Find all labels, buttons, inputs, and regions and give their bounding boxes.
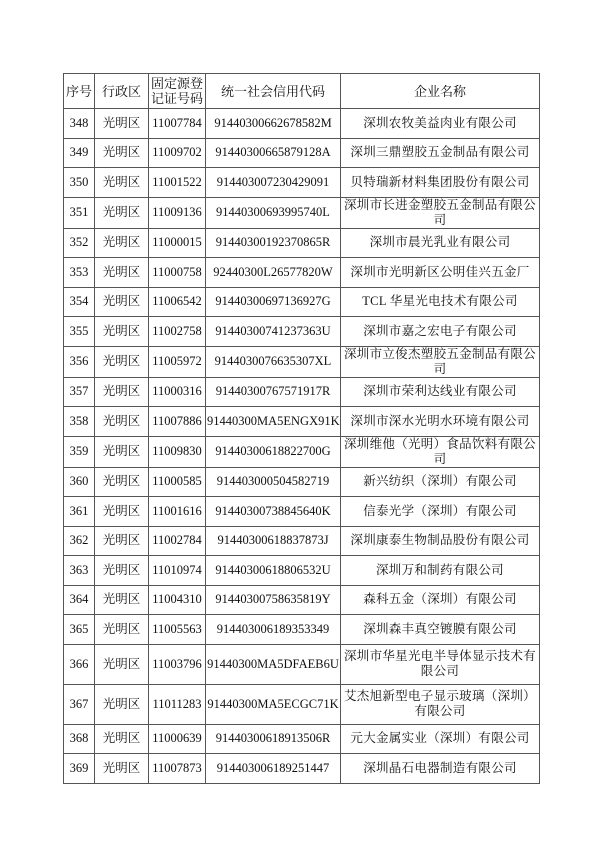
- cell-company-name: 信泰光学（深圳）有限公司: [341, 497, 540, 527]
- table-row: [64, 526, 540, 556]
- cell-registration-no: 11010974: [149, 556, 206, 586]
- cell-registration-no: 11001522: [149, 168, 206, 198]
- cell-district: 光明区: [95, 138, 149, 168]
- table-row: [64, 754, 540, 784]
- cell-company-name: TCL 华星光电技术有限公司: [341, 287, 540, 317]
- cell-serial-no: 349: [64, 138, 95, 168]
- table-row: [64, 615, 540, 645]
- cell-registration-no: 11004310: [149, 585, 206, 615]
- table-header-row: [64, 74, 540, 109]
- cell-district: 光明区: [95, 684, 149, 724]
- cell-registration-no: 11002784: [149, 526, 206, 556]
- cell-company-name: 深圳市光明新区公明佳兴五金厂: [341, 258, 540, 288]
- cell-serial-no: 365: [64, 615, 95, 645]
- cell-credit-code: 91440300192370865R: [206, 228, 341, 258]
- table-row: [64, 556, 540, 586]
- cell-company-name: 深圳康泰生物制品股份有限公司: [341, 526, 540, 556]
- cell-company-name: 深圳三鼎塑胶五金制品有限公司: [341, 138, 540, 168]
- cell-credit-code: 91440300767571917R: [206, 377, 341, 407]
- cell-company-name: 新兴纺织（深圳）有限公司: [341, 467, 540, 497]
- cell-registration-no: 11002758: [149, 317, 206, 347]
- cell-credit-code: 91440300741237363U: [206, 317, 341, 347]
- cell-company-name: 森科五金（深圳）有限公司: [341, 585, 540, 615]
- table-row: [64, 317, 540, 347]
- cell-company-name: 深圳维他（光明）食品饮料有限公司: [341, 436, 540, 467]
- cell-registration-no: 11009830: [149, 436, 206, 467]
- table-row: [64, 467, 540, 497]
- cell-serial-no: 364: [64, 585, 95, 615]
- cell-district: 光明区: [95, 228, 149, 258]
- cell-credit-code: 91440300618837873J: [206, 526, 341, 556]
- cell-credit-code: 91440300738845640K: [206, 497, 341, 527]
- cell-credit-code: 91440300758635819Y: [206, 585, 341, 615]
- cell-district: 光明区: [95, 377, 149, 407]
- cell-company-name: 深圳万和制药有限公司: [341, 556, 540, 586]
- cell-credit-code: 91440300665879128A: [206, 138, 341, 168]
- cell-serial-no: 358: [64, 407, 95, 437]
- cell-credit-code: 91440300MA5ECGC71K: [206, 684, 341, 724]
- cell-serial-no: 353: [64, 258, 95, 288]
- cell-serial-no: 361: [64, 497, 95, 527]
- cell-district: 光明区: [95, 287, 149, 317]
- cell-registration-no: 11005563: [149, 615, 206, 645]
- cell-company-name: 深圳市晨光乳业有限公司: [341, 228, 540, 258]
- cell-company-name: 艾杰旭新型电子显示玻璃（深圳）有限公司: [341, 684, 540, 724]
- cell-district: 光明区: [95, 644, 149, 684]
- header-district: 行政区: [95, 74, 149, 109]
- cell-credit-code: 91440300MA5DFAEB6U: [206, 644, 341, 684]
- cell-credit-code: 914403006189353349: [206, 615, 341, 645]
- cell-serial-no: 352: [64, 228, 95, 258]
- cell-credit-code: 914403000504582719: [206, 467, 341, 497]
- cell-company-name: 深圳农牧美益肉业有限公司: [341, 109, 540, 139]
- cell-credit-code: 9144030076635307XL: [206, 346, 341, 377]
- cell-serial-no: 367: [64, 684, 95, 724]
- cell-credit-code: 91440300662678582M: [206, 109, 341, 139]
- table-row: [64, 258, 540, 288]
- cell-company-name: 深圳市长进金塑胶五金制品有限公司: [341, 197, 540, 228]
- cell-serial-no: 351: [64, 197, 95, 228]
- table-row: [64, 346, 540, 377]
- cell-company-name: 元大金属实业（深圳）有限公司: [341, 724, 540, 754]
- table-row: [64, 684, 540, 724]
- cell-company-name: 深圳晶石电器制造有限公司: [341, 754, 540, 784]
- cell-district: 光明区: [95, 724, 149, 754]
- cell-company-name: 深圳森丰真空镀膜有限公司: [341, 615, 540, 645]
- cell-serial-no: 354: [64, 287, 95, 317]
- cell-serial-no: 362: [64, 526, 95, 556]
- header-credit-code: 统一社会信用代码: [206, 74, 341, 109]
- cell-district: 光明区: [95, 109, 149, 139]
- table-row: [64, 436, 540, 467]
- table-row: [64, 724, 540, 754]
- cell-district: 光明区: [95, 168, 149, 198]
- cell-district: 光明区: [95, 258, 149, 288]
- cell-credit-code: 91440300618806532U: [206, 556, 341, 586]
- header-serial-no: 序号: [64, 74, 95, 109]
- cell-credit-code: 914403006189251447: [206, 754, 341, 784]
- cell-company-name: 深圳市立俊杰塑胶五金制品有限公司: [341, 346, 540, 377]
- cell-registration-no: 11006542: [149, 287, 206, 317]
- cell-company-name: 深圳市华星光电半导体显示技术有限公司: [341, 644, 540, 684]
- cell-serial-no: 356: [64, 346, 95, 377]
- table-row: [64, 287, 540, 317]
- cell-registration-no: 11007873: [149, 754, 206, 784]
- cell-credit-code: 91440300697136927G: [206, 287, 341, 317]
- cell-registration-no: 11003796: [149, 644, 206, 684]
- cell-registration-no: 11001616: [149, 497, 206, 527]
- enterprise-registry-table: [63, 73, 540, 784]
- cell-district: 光明区: [95, 317, 149, 347]
- cell-serial-no: 348: [64, 109, 95, 139]
- table-row: [64, 197, 540, 228]
- cell-registration-no: 11009702: [149, 138, 206, 168]
- cell-serial-no: 355: [64, 317, 95, 347]
- cell-registration-no: 11000015: [149, 228, 206, 258]
- cell-company-name: 贝特瑞新材料集团股份有限公司: [341, 168, 540, 198]
- cell-registration-no: 11011283: [149, 684, 206, 724]
- cell-district: 光明区: [95, 467, 149, 497]
- cell-registration-no: 11000585: [149, 467, 206, 497]
- cell-serial-no: 369: [64, 754, 95, 784]
- cell-credit-code: 91440300618913506R: [206, 724, 341, 754]
- cell-credit-code: 92440300L26577820W: [206, 258, 341, 288]
- cell-credit-code: 91440300618822700G: [206, 436, 341, 467]
- table-row: [64, 497, 540, 527]
- cell-company-name: 深圳市荣利达线业有限公司: [341, 377, 540, 407]
- table-row: [64, 138, 540, 168]
- cell-district: 光明区: [95, 346, 149, 377]
- cell-district: 光明区: [95, 585, 149, 615]
- table-row: [64, 407, 540, 437]
- cell-registration-no: 11000316: [149, 377, 206, 407]
- cell-district: 光明区: [95, 615, 149, 645]
- cell-serial-no: 350: [64, 168, 95, 198]
- cell-company-name: 深圳市嘉之宏电子有限公司: [341, 317, 540, 347]
- cell-district: 光明区: [95, 497, 149, 527]
- cell-serial-no: 366: [64, 644, 95, 684]
- cell-credit-code: 91440300693995740L: [206, 197, 341, 228]
- cell-registration-no: 11009136: [149, 197, 206, 228]
- cell-district: 光明区: [95, 556, 149, 586]
- cell-registration-no: 11007784: [149, 109, 206, 139]
- cell-serial-no: 359: [64, 436, 95, 467]
- table-row: [64, 168, 540, 198]
- cell-registration-no: 11000758: [149, 258, 206, 288]
- cell-company-name: 深圳市深水光明水环境有限公司: [341, 407, 540, 437]
- cell-serial-no: 363: [64, 556, 95, 586]
- cell-district: 光明区: [95, 526, 149, 556]
- cell-district: 光明区: [95, 197, 149, 228]
- cell-district: 光明区: [95, 754, 149, 784]
- cell-credit-code: 91440300MA5ENGX91K: [206, 407, 341, 437]
- cell-district: 光明区: [95, 407, 149, 437]
- cell-district: 光明区: [95, 436, 149, 467]
- cell-registration-no: 11007886: [149, 407, 206, 437]
- cell-registration-no: 11000639: [149, 724, 206, 754]
- cell-serial-no: 368: [64, 724, 95, 754]
- table-row: [64, 377, 540, 407]
- header-registration-no: 固定源登记证号码: [149, 74, 206, 109]
- table-row: [64, 585, 540, 615]
- table-row: [64, 109, 540, 139]
- cell-serial-no: 360: [64, 467, 95, 497]
- cell-serial-no: 357: [64, 377, 95, 407]
- cell-registration-no: 11005972: [149, 346, 206, 377]
- table-row: [64, 228, 540, 258]
- table-row: [64, 644, 540, 684]
- cell-credit-code: 914403007230429091: [206, 168, 341, 198]
- header-company-name: 企业名称: [341, 74, 540, 109]
